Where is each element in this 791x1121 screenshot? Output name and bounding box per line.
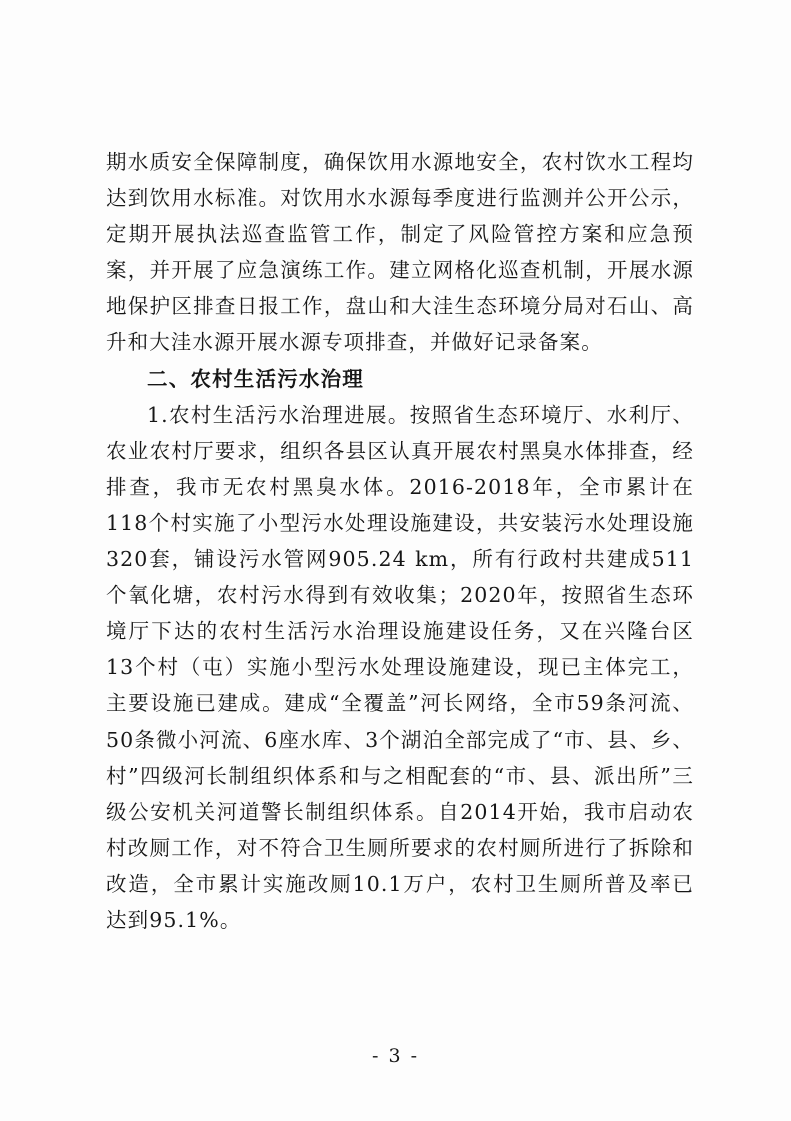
section-heading-rural-sewage: 二、农村生活污水治理 [147, 366, 364, 391]
paragraph-water-source-safety: 期水质安全保障制度，确保饮用水源地安全，农村饮水工程均达到饮用水标准。对饮用水水源每季度进行监测并公开公示，定期开展执法巡查监管工作，制定了风险管控方案和应急预案，并开展了应急演练工作。建立网格化巡查机制，开展水源地保护区排查日报工作，盘山和大洼生态环境分局对石山、高升和大洼水源开展水源专项排查，并做好记录备案。 [106, 150, 694, 355]
document-body [106, 144, 694, 938]
paragraph-sewage-progress: 1.农村生活污水治理进展。按照省生态环境厅、水利厅、农业农村厅要求，组织各县区认真开展农村黑臭水体排查，经排查，我市无农村黑臭水体。2016-2018年，全市累计在118个村实施了小型污水处理设施建设，共安装污水处理设施320套，铺设污水管网905.24 km，所有行政村共建成511个氧化塘，农村污水得到有效收集；2020年，按照省生态环境厅下达的农村生活污水治理设施建设任务，又在兴隆台区13个村（屯）实施小型污水处理设施建设，现已主体完工，主要设施已建成。建成“全覆盖”河长网络，全市59条河流、50条微小河流、6座水库、3个湖泊全部完成了“市、县、乡、村”四级河长制组织体系和与之相配套的“市、县、派出所”三级公安机关河道警长制组织体系。自2014开始，我市启动农村改厕工作，对不符合卫生厕所要求的农村厕所进行了拆除和改造，全市累计实施改厕10.1万户，农村卫生厕所普及率已达到95.1%。 [106, 402, 694, 932]
page-number: - 3 - [371, 1045, 419, 1067]
